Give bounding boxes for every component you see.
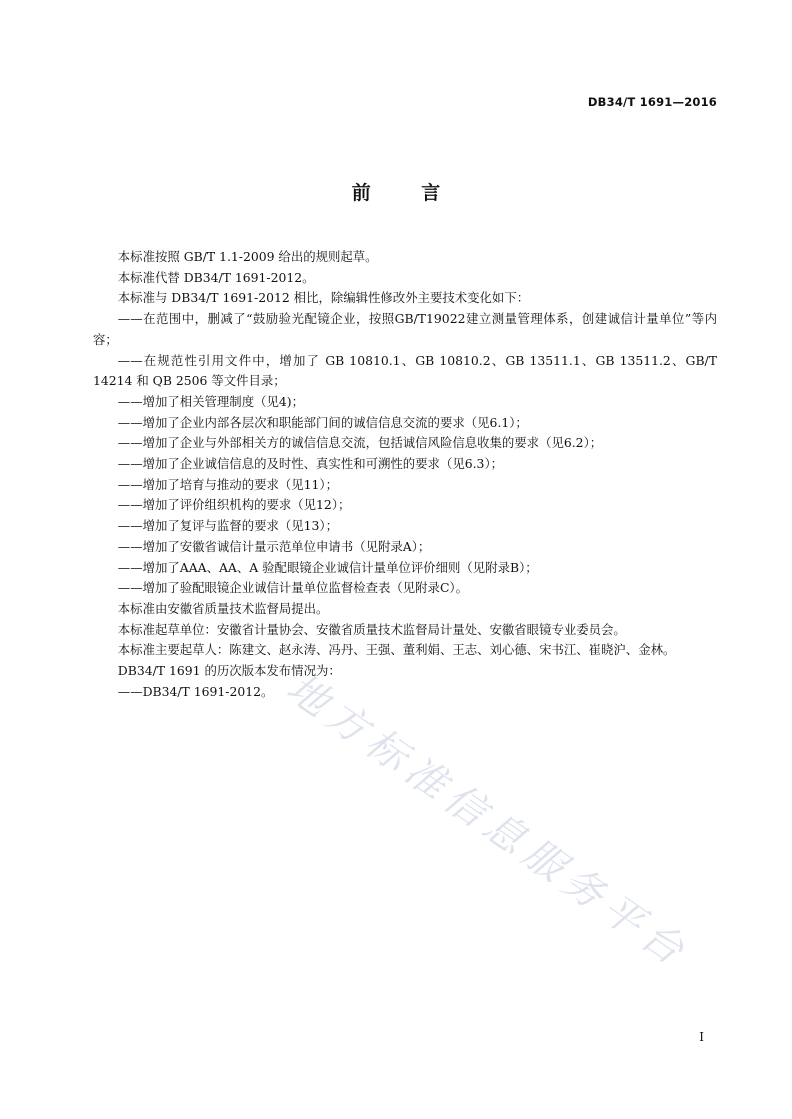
list-item: ——增加了评价组织机构的要求（见12）； [117, 497, 351, 513]
paragraph: 本标准起草单位：安徽省计量协会、安徽省质量技术监督局计量处、安徽省眼镜专业委员会。 [117, 621, 626, 637]
list-item: ——增加了安徽省诚信计量示范单位申请书（见附录A）； [117, 538, 431, 554]
list-item: ——DB34/T 1691-2012。 [117, 683, 274, 699]
list-item: ——在规范性引用文件中，增加了 GB 10810.1、GB 10810.2、GB 13511.1、GB 13511.2、GB/T 14214 和 QB 2506 等文件目录； [93, 352, 717, 389]
list-item: ——增加了培育与推动的要求（见11）； [117, 476, 339, 492]
preface-body [93, 247, 717, 702]
list-item: ——增加了企业与外部相关方的诚信信息交流，包括诚信风险信息收集的要求（见6.2）； [117, 435, 603, 451]
paragraph: 本标准主要起草人：陈建文、赵永涛、冯丹、王强、董利娟、王志、刘心德、宋书江、崔晓沪、金林。 [117, 642, 676, 658]
paragraph: 本标准与 DB34/T 1691-2012 相比，除编辑性修改外主要技术变化如下： [117, 290, 530, 306]
paragraph: 本标准由安徽省质量技术监督局提出。 [117, 600, 329, 616]
list-item: ——增加了相关管理制度（见4)； [117, 393, 304, 409]
list-item: ——增加了企业内部各层次和职能部门间的诚信信息交流的要求（见6.1）； [117, 414, 528, 430]
paragraph: 本标准按照 GB/T 1.1-2009 给出的规则起草。 [117, 249, 378, 264]
paragraph: DB34/T 1691 的历次版本发布情况为： [117, 663, 341, 679]
watermark: 地方标准信息服务平台 [278, 664, 698, 978]
list-item: ——增加了企业诚信信息的及时性、真实性和可溯性的要求（见6.3）； [117, 456, 504, 472]
list-item: ——增加了验配眼镜企业诚信计量单位监督检查表（见附录C）。 [117, 580, 469, 596]
list-item: ——在范围中，删减了“鼓励验光配镜企业，按照GB/T19022建立测量管理体系，创建诚信计量单位”等内容； [93, 311, 717, 347]
document-code: DB34/T 1691—2016 [587, 95, 717, 109]
page-number: I [699, 1030, 704, 1044]
page-title: 前 言 [351, 182, 463, 204]
list-item: ——增加了AAA、AA、A 验配眼镜企业诚信计量单位评价细则（见附录B）； [117, 559, 538, 575]
paragraph: 本标准代替 DB34/T 1691-2012。 [117, 269, 315, 285]
list-item: ——增加了复评与监督的要求（见13）； [117, 518, 339, 534]
